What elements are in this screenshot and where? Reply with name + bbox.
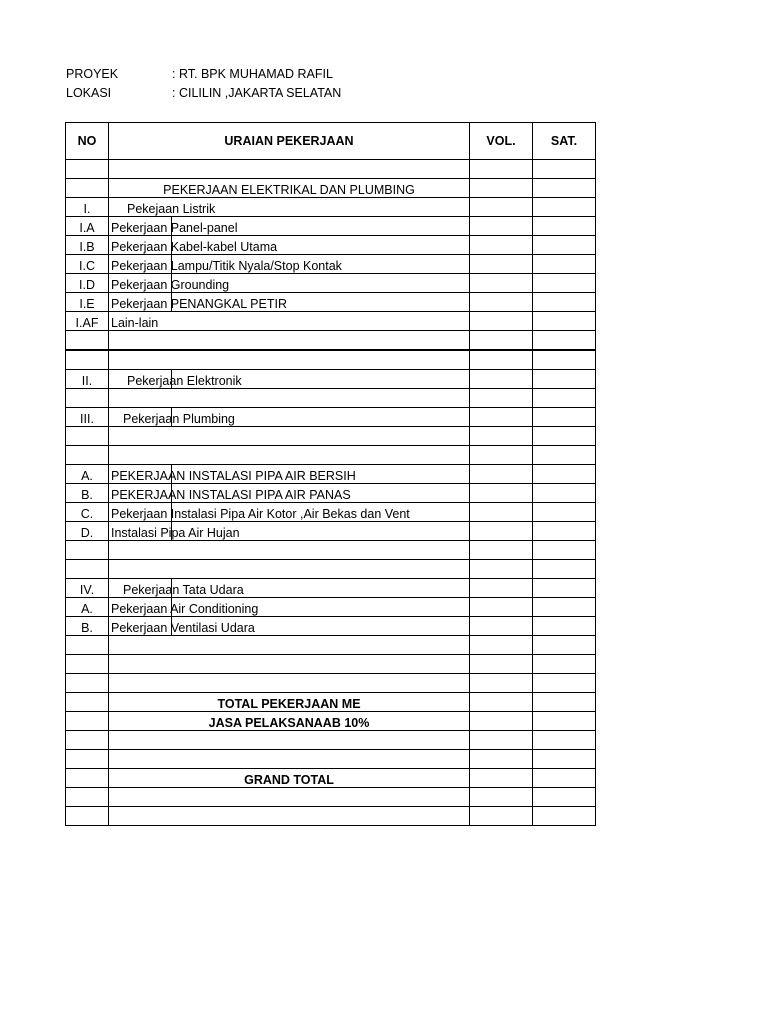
row-desc: Pekerjaan PENANGKAL PETIR	[111, 297, 287, 311]
location-label: LOKASI	[66, 86, 112, 100]
table-row	[66, 446, 596, 465]
project-line	[66, 66, 333, 82]
row-no: D.	[66, 522, 109, 541]
table-row	[66, 408, 596, 427]
row-desc: Pekerjaan Air Conditioning	[111, 602, 259, 616]
location-line	[66, 85, 341, 101]
row-desc: Pekerjaan Kabel-kabel Utama	[111, 240, 278, 254]
row-desc: Pekerjaan Grounding	[111, 278, 230, 292]
row-desc: Pekerjaan Elektronik	[127, 374, 242, 388]
section-title: PEKERJAAN ELEKTRIKAL DAN PLUMBING	[109, 179, 470, 198]
project-value: : RT. BPK MUHAMAD RAFIL	[172, 67, 333, 81]
table-row	[66, 274, 596, 293]
row-desc: PEKERJAAN INSTALASI PIPA AIR PANAS	[111, 488, 351, 502]
table-row	[66, 503, 596, 522]
row-no: I.E	[66, 293, 109, 312]
table-row	[66, 465, 596, 484]
row-desc: Pekerjaan Panel-panel	[111, 221, 238, 235]
table-header-row	[66, 123, 596, 160]
row-desc: Pekerjaan Lampu/Titik Nyala/Stop Kontak	[111, 259, 342, 273]
row-no: I.D	[66, 274, 109, 293]
row-no: I.	[66, 198, 109, 217]
row-no: C.	[66, 503, 109, 522]
table-row	[66, 541, 596, 560]
location-value: : CILILIN ,JAKARTA SELATAN	[172, 86, 342, 100]
table-row	[66, 617, 596, 636]
table-row	[66, 655, 596, 674]
row-no: B.	[66, 617, 109, 636]
table-row	[66, 427, 596, 446]
table-row	[66, 636, 596, 655]
table-row	[66, 750, 596, 769]
fee-row	[66, 712, 596, 731]
table-row	[66, 522, 596, 541]
row-no: A.	[66, 465, 109, 484]
row-desc: Pekejaan Listrik	[109, 198, 470, 217]
col-desc-header: URAIAN PEKERJAAN	[109, 123, 470, 160]
table-row	[66, 807, 596, 826]
col-sat-header: SAT.	[533, 123, 596, 160]
table-row	[66, 255, 596, 274]
table-row	[66, 236, 596, 255]
table-row	[66, 217, 596, 236]
total-row	[66, 693, 596, 712]
row-desc: Instalasi Pipa Air Hujan	[111, 526, 240, 540]
table-row	[66, 389, 596, 408]
row-desc: Pekerjaan Plumbing	[123, 412, 235, 426]
total-label: TOTAL PEKERJAAN ME	[109, 693, 470, 712]
row-no: I.A	[66, 217, 109, 236]
table-row	[66, 293, 596, 312]
table-row	[66, 579, 596, 598]
grand-total-row	[66, 769, 596, 788]
row-no: III.	[66, 408, 109, 427]
table-row	[66, 560, 596, 579]
table-row	[66, 598, 596, 617]
row-no: I.C	[66, 255, 109, 274]
project-label: PROYEK	[66, 67, 119, 81]
table-row	[66, 731, 596, 750]
row-no: B.	[66, 484, 109, 503]
fee-label: JASA PELAKSANAAB 10%	[109, 712, 470, 731]
row-no: A.	[66, 598, 109, 617]
table-row	[66, 198, 596, 217]
section-title-row	[66, 179, 596, 198]
row-no: I.B	[66, 236, 109, 255]
row-no: I.AF	[66, 312, 109, 331]
row-no: II.	[66, 370, 109, 389]
row-desc: PEKERJAAN INSTALASI PIPA AIR BERSIH	[111, 469, 356, 483]
row-desc: Pekerjaan Instalasi Pipa Air Kotor ,Air Bekas dan Vent	[111, 507, 410, 521]
table-row	[66, 788, 596, 807]
table-row	[66, 312, 596, 331]
table-row	[66, 160, 596, 179]
col-vol-header: VOL.	[470, 123, 533, 160]
grand-total-label: GRAND TOTAL	[109, 769, 470, 788]
table-row	[66, 370, 596, 389]
row-desc: Lain-lain	[109, 312, 470, 331]
row-desc: Pekerjaan Ventilasi Udara	[111, 621, 255, 635]
row-no: IV.	[66, 579, 109, 598]
col-no-header: NO	[66, 123, 109, 160]
table-row	[66, 331, 596, 351]
row-desc: Pekerjaan Tata Udara	[123, 583, 244, 597]
work-items-table	[65, 122, 596, 826]
table-row	[66, 674, 596, 693]
table-row	[66, 350, 596, 370]
table-row	[66, 484, 596, 503]
